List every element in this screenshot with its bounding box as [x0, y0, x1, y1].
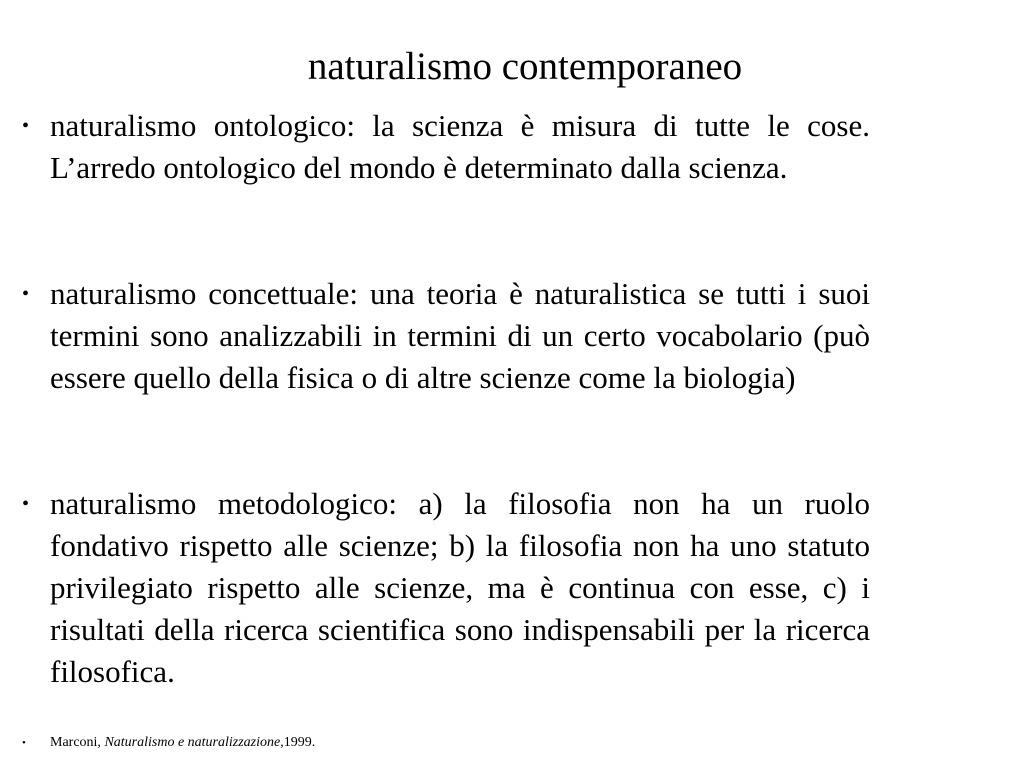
citation-author: Marconi, [50, 735, 105, 750]
bullet-dot-icon: • [22, 115, 30, 137]
bullet-text: naturalismo ontologico: la scienza è misura di tutte le cose. L’arredo ontologico del mondo è determinato dalla scienza. [50, 108, 870, 185]
citation-year: ,1999. [280, 735, 316, 750]
bullet-dot-icon: • [22, 737, 26, 749]
citation-text [50, 733, 315, 753]
footnote-citation [20, 733, 870, 753]
bullet-ontological-naturalism [20, 105, 870, 189]
bullet-conceptual-naturalism [20, 273, 870, 399]
bullet-dot-icon: • [22, 493, 30, 515]
bullet-methodological-naturalism [20, 483, 870, 693]
bullet-text: naturalismo concettuale: una teoria è naturalistica se tutti i suoi termini sono analizzabili in termini di un certo vocabolario (può essere quello della fisica o di altre scienze come la biologia) [50, 276, 870, 395]
slide-title: naturalismo contemporaneo [307, 45, 743, 88]
bullet-text: naturalismo metodologico: a) la filosofia non ha un ruolo fondativo rispetto alle scienze; b) la filosofia non ha uno statuto privilegiato rispetto alle scienze, ma è continua con esse, c) i risultati della ricerca scientifica sono indispensabili per la ricerca filosofica. [50, 486, 870, 689]
bullet-dot-icon: • [22, 283, 30, 305]
citation-work-title: Naturalismo e naturalizzazione [104, 735, 281, 750]
